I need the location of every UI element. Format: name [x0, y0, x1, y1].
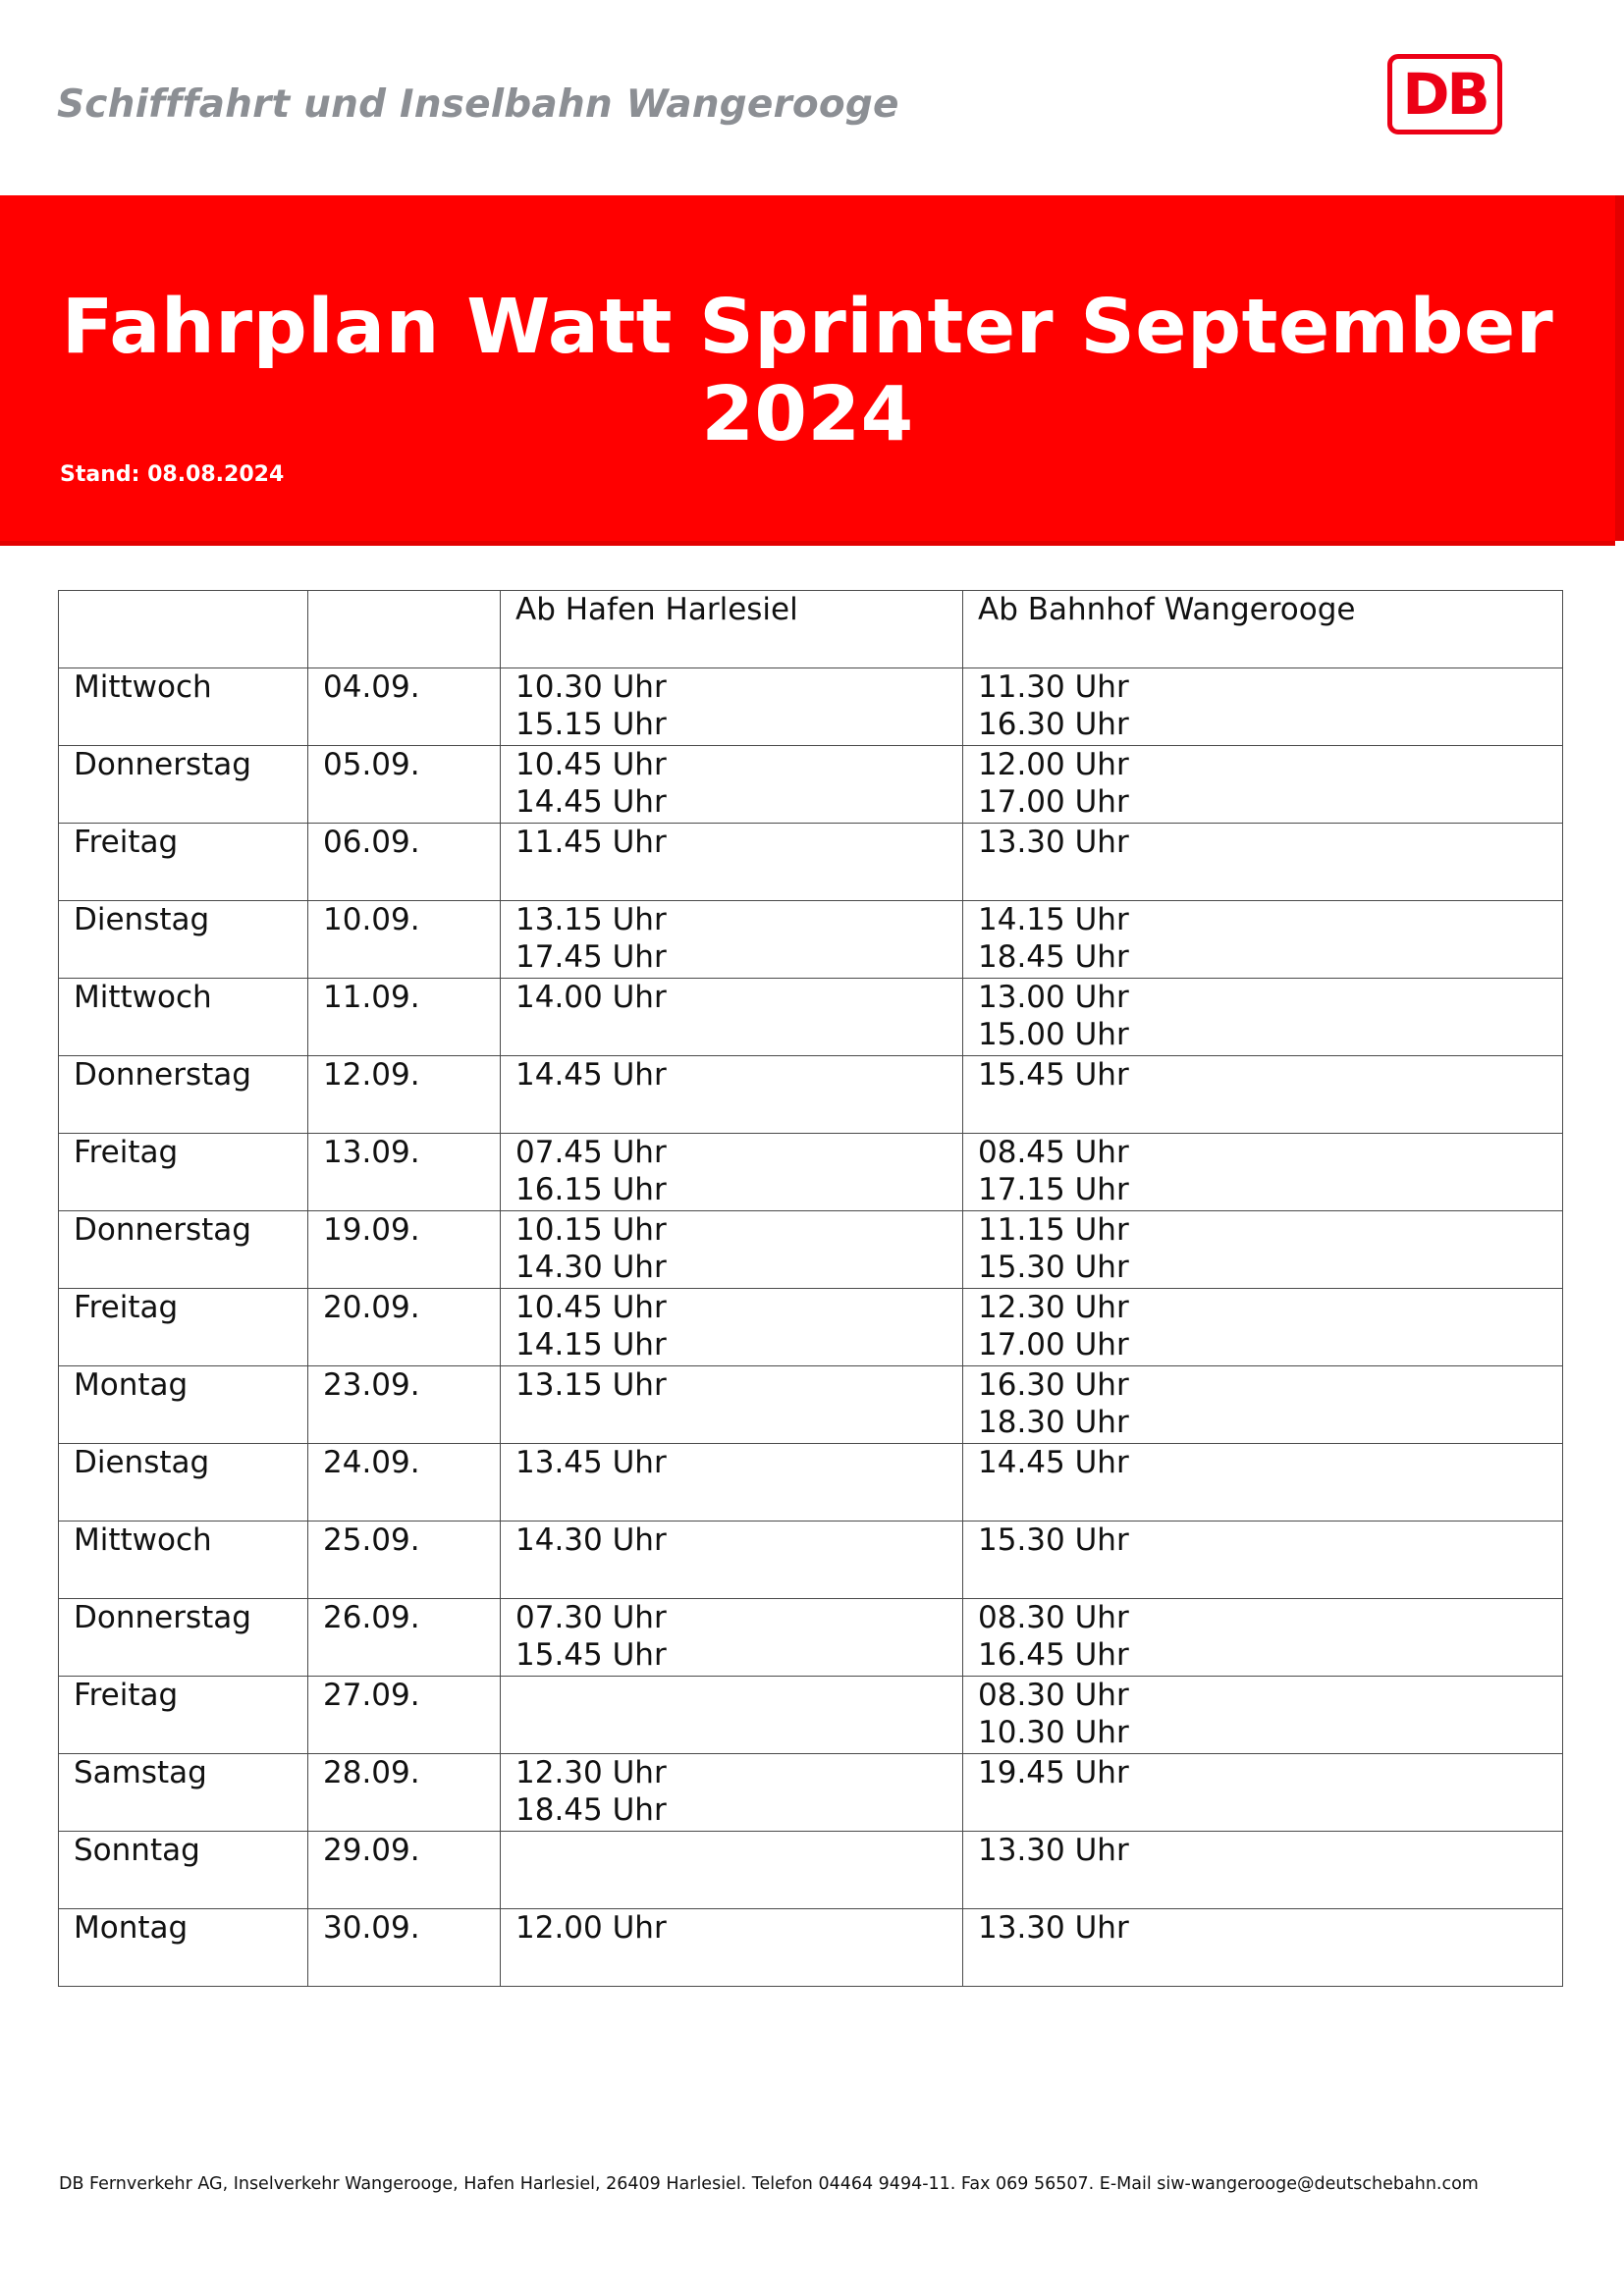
- departure-time: 17.45 Uhr: [515, 939, 667, 975]
- table-row: [59, 824, 1563, 901]
- footer-contact: DB Fernverkehr AG, Inselverkehr Wangerooge, Hafen Harlesiel, 26409 Harlesiel. Telefon 04464 9494-11. Fax 069 56507. E-Mail siw-wangerooge@deutschebahn.com: [59, 2174, 1479, 2194]
- cell-harlesiel: [501, 1832, 963, 1909]
- cell-date: [308, 668, 501, 746]
- departure-time: 07.45 Uhr: [515, 1135, 667, 1170]
- cell-day: [59, 1909, 308, 1987]
- cell-date-text: 11.09.: [323, 980, 420, 1015]
- cell-day-text: Samstag: [74, 1755, 207, 1790]
- cell-day: [59, 1289, 308, 1366]
- cell-wangerooge: [963, 746, 1563, 824]
- cell-harlesiel: [501, 1366, 963, 1444]
- cell-date: [308, 1211, 501, 1289]
- departure-time: 16.15 Uhr: [515, 1172, 667, 1207]
- cell-day: [59, 1599, 308, 1677]
- header-cell-harlesiel: Ab Hafen Harlesiel: [501, 591, 963, 668]
- departure-time: 13.45 Uhr: [515, 1445, 667, 1480]
- cell-day-text: Dienstag: [74, 1445, 210, 1480]
- cell-harlesiel: [501, 1134, 963, 1211]
- cell-date: [308, 901, 501, 979]
- cell-day: [59, 901, 308, 979]
- table-row: [59, 1832, 1563, 1909]
- departure-time: 14.00 Uhr: [515, 980, 667, 1015]
- cell-wangerooge: [963, 1522, 1563, 1599]
- cell-day-text: Donnerstag: [74, 1057, 251, 1093]
- departure-time: 10.15 Uhr: [515, 1212, 667, 1248]
- table-row: [59, 1754, 1563, 1832]
- cell-date-text: 29.09.: [323, 1833, 420, 1868]
- cell-harlesiel: [501, 1056, 963, 1134]
- cell-date-text: 26.09.: [323, 1600, 420, 1635]
- departure-time: 17.00 Uhr: [978, 1327, 1129, 1362]
- departure-time: 13.15 Uhr: [515, 1367, 667, 1403]
- cell-day: [59, 1832, 308, 1909]
- cell-harlesiel: [501, 1444, 963, 1522]
- cell-harlesiel: [501, 1211, 963, 1289]
- table-row: [59, 1444, 1563, 1522]
- cell-date: [308, 1522, 501, 1599]
- departure-time: 15.15 Uhr: [515, 707, 667, 742]
- table-row: [59, 1677, 1563, 1754]
- cell-date: [308, 824, 501, 901]
- departure-time: 11.30 Uhr: [978, 669, 1129, 705]
- departure-time: 15.30 Uhr: [978, 1522, 1129, 1558]
- departure-time: 11.15 Uhr: [978, 1212, 1129, 1248]
- cell-date-text: 04.09.: [323, 669, 420, 705]
- cell-date-text: 28.09.: [323, 1755, 420, 1790]
- cell-day-text: Mittwoch: [74, 669, 212, 705]
- cell-date: [308, 1599, 501, 1677]
- cell-harlesiel: [501, 668, 963, 746]
- cell-harlesiel: [501, 1289, 963, 1366]
- cell-date-text: 05.09.: [323, 747, 420, 782]
- cell-date: [308, 1832, 501, 1909]
- table-row: [59, 1909, 1563, 1987]
- table-row: [59, 979, 1563, 1056]
- cell-day-text: Sonntag: [74, 1833, 200, 1868]
- cell-harlesiel: [501, 1754, 963, 1832]
- departure-time: 15.45 Uhr: [978, 1057, 1129, 1093]
- cell-date-text: 27.09.: [323, 1678, 420, 1713]
- cell-day: [59, 1444, 308, 1522]
- departure-time: 13.30 Uhr: [978, 825, 1129, 860]
- departure-time: 07.30 Uhr: [515, 1600, 667, 1635]
- cell-day: [59, 1677, 308, 1754]
- header-cell-date: [308, 591, 501, 668]
- cell-date-text: 06.09.: [323, 825, 420, 860]
- cell-date: [308, 979, 501, 1056]
- cell-date: [308, 1754, 501, 1832]
- departure-time: 18.45 Uhr: [515, 1792, 667, 1828]
- cell-day-text: Freitag: [74, 1290, 179, 1325]
- departure-time: 16.30 Uhr: [978, 1367, 1129, 1403]
- cell-date: [308, 1289, 501, 1366]
- departure-time: 13.30 Uhr: [978, 1910, 1129, 1946]
- departure-time: 16.30 Uhr: [978, 707, 1129, 742]
- cell-wangerooge: [963, 1134, 1563, 1211]
- cell-day: [59, 746, 308, 824]
- table-row: [59, 1599, 1563, 1677]
- cell-date: [308, 746, 501, 824]
- cell-day-text: Donnerstag: [74, 1600, 251, 1635]
- page-title: Fahrplan Watt Sprinter September 2024: [61, 284, 1554, 458]
- header-cell-day: [59, 591, 308, 668]
- title-banner: [0, 195, 1615, 541]
- cell-wangerooge: [963, 1832, 1563, 1909]
- table-row: [59, 1289, 1563, 1366]
- cell-date-text: 12.09.: [323, 1057, 420, 1093]
- departure-time: 14.30 Uhr: [515, 1250, 667, 1285]
- cell-wangerooge: [963, 1909, 1563, 1987]
- cell-harlesiel: [501, 824, 963, 901]
- departure-time: 13.30 Uhr: [978, 1833, 1129, 1868]
- cell-day: [59, 824, 308, 901]
- table-row: [59, 668, 1563, 746]
- table-row: [59, 1366, 1563, 1444]
- cell-day: [59, 1134, 308, 1211]
- departure-time: 12.00 Uhr: [515, 1910, 667, 1946]
- departure-time: 10.30 Uhr: [515, 669, 667, 705]
- departure-time: 15.30 Uhr: [978, 1250, 1129, 1285]
- cell-date: [308, 1056, 501, 1134]
- schedule-table: [58, 590, 1563, 1987]
- cell-day-text: Freitag: [74, 1135, 179, 1170]
- cell-day-text: Donnerstag: [74, 1212, 251, 1248]
- cell-date: [308, 1444, 501, 1522]
- departure-time: 08.30 Uhr: [978, 1678, 1129, 1713]
- departure-time: 14.15 Uhr: [515, 1327, 667, 1362]
- departure-time: 18.30 Uhr: [978, 1405, 1129, 1440]
- table-row: [59, 1134, 1563, 1211]
- cell-day-text: Mittwoch: [74, 980, 212, 1015]
- cell-day: [59, 1211, 308, 1289]
- cell-day-text: Donnerstag: [74, 747, 251, 782]
- departure-time: 14.45 Uhr: [515, 1057, 667, 1093]
- cell-wangerooge: [963, 668, 1563, 746]
- departure-time: 13.00 Uhr: [978, 980, 1129, 1015]
- cell-date: [308, 1677, 501, 1754]
- cell-harlesiel: [501, 1599, 963, 1677]
- departure-time: 18.45 Uhr: [978, 939, 1129, 975]
- departure-time: 15.00 Uhr: [978, 1017, 1129, 1052]
- cell-harlesiel: [501, 979, 963, 1056]
- table-row: [59, 1056, 1563, 1134]
- cell-harlesiel: [501, 1522, 963, 1599]
- cell-day-text: Montag: [74, 1910, 189, 1946]
- cell-date: [308, 1909, 501, 1987]
- cell-date-text: 13.09.: [323, 1135, 420, 1170]
- cell-date-text: 19.09.: [323, 1212, 420, 1248]
- cell-day-text: Montag: [74, 1367, 189, 1403]
- departure-time: 11.45 Uhr: [515, 825, 667, 860]
- table-row: [59, 1211, 1563, 1289]
- cell-wangerooge: [963, 1366, 1563, 1444]
- cell-wangerooge: [963, 1211, 1563, 1289]
- table-row: [59, 1522, 1563, 1599]
- departure-time: 17.15 Uhr: [978, 1172, 1129, 1207]
- departure-time: 14.45 Uhr: [515, 784, 667, 820]
- departure-time: 17.00 Uhr: [978, 784, 1129, 820]
- cell-day: [59, 1754, 308, 1832]
- cell-wangerooge: [963, 1677, 1563, 1754]
- cell-date: [308, 1134, 501, 1211]
- cell-day-text: Mittwoch: [74, 1522, 212, 1558]
- departure-time: 15.45 Uhr: [515, 1637, 667, 1673]
- db-logo: DB: [1387, 54, 1502, 134]
- cell-date-text: 25.09.: [323, 1522, 420, 1558]
- cell-day: [59, 668, 308, 746]
- cell-wangerooge: [963, 979, 1563, 1056]
- cell-day: [59, 1056, 308, 1134]
- departure-time: 14.30 Uhr: [515, 1522, 667, 1558]
- cell-wangerooge: [963, 1289, 1563, 1366]
- table-header-row: [59, 591, 1563, 668]
- cell-day-text: Freitag: [74, 1678, 179, 1713]
- cell-day-text: Freitag: [74, 825, 179, 860]
- cell-harlesiel: [501, 1909, 963, 1987]
- header-cell-wangerooge: Ab Bahnhof Wangerooge: [963, 591, 1563, 668]
- cell-day: [59, 979, 308, 1056]
- departure-time: 12.00 Uhr: [978, 747, 1129, 782]
- departure-time: 10.45 Uhr: [515, 747, 667, 782]
- cell-date-text: 20.09.: [323, 1290, 420, 1325]
- cell-date-text: 30.09.: [323, 1910, 420, 1946]
- departure-time: 14.45 Uhr: [978, 1445, 1129, 1480]
- table-row: [59, 746, 1563, 824]
- cell-day: [59, 1522, 308, 1599]
- cell-wangerooge: [963, 1754, 1563, 1832]
- cell-harlesiel: [501, 1677, 963, 1754]
- cell-date: [308, 1366, 501, 1444]
- cell-wangerooge: [963, 901, 1563, 979]
- cell-harlesiel: [501, 901, 963, 979]
- departure-time: 12.30 Uhr: [978, 1290, 1129, 1325]
- stand-date: Stand: 08.08.2024: [60, 462, 285, 487]
- departure-time: 10.30 Uhr: [978, 1715, 1129, 1750]
- cell-date-text: 24.09.: [323, 1445, 420, 1480]
- departure-time: 10.45 Uhr: [515, 1290, 667, 1325]
- cell-date-text: 10.09.: [323, 902, 420, 937]
- company-name: Schifffahrt und Inselbahn Wangerooge: [57, 82, 899, 127]
- cell-harlesiel: [501, 746, 963, 824]
- cell-wangerooge: [963, 824, 1563, 901]
- cell-wangerooge: [963, 1599, 1563, 1677]
- cell-wangerooge: [963, 1056, 1563, 1134]
- cell-day: [59, 1366, 308, 1444]
- departure-time: 14.15 Uhr: [978, 902, 1129, 937]
- table-row: [59, 901, 1563, 979]
- departure-time: 16.45 Uhr: [978, 1637, 1129, 1673]
- departure-time: 19.45 Uhr: [978, 1755, 1129, 1790]
- departure-time: 08.30 Uhr: [978, 1600, 1129, 1635]
- cell-wangerooge: [963, 1444, 1563, 1522]
- departure-time: 08.45 Uhr: [978, 1135, 1129, 1170]
- departure-time: 12.30 Uhr: [515, 1755, 667, 1790]
- cell-date-text: 23.09.: [323, 1367, 420, 1403]
- cell-day-text: Dienstag: [74, 902, 210, 937]
- departure-time: 13.15 Uhr: [515, 902, 667, 937]
